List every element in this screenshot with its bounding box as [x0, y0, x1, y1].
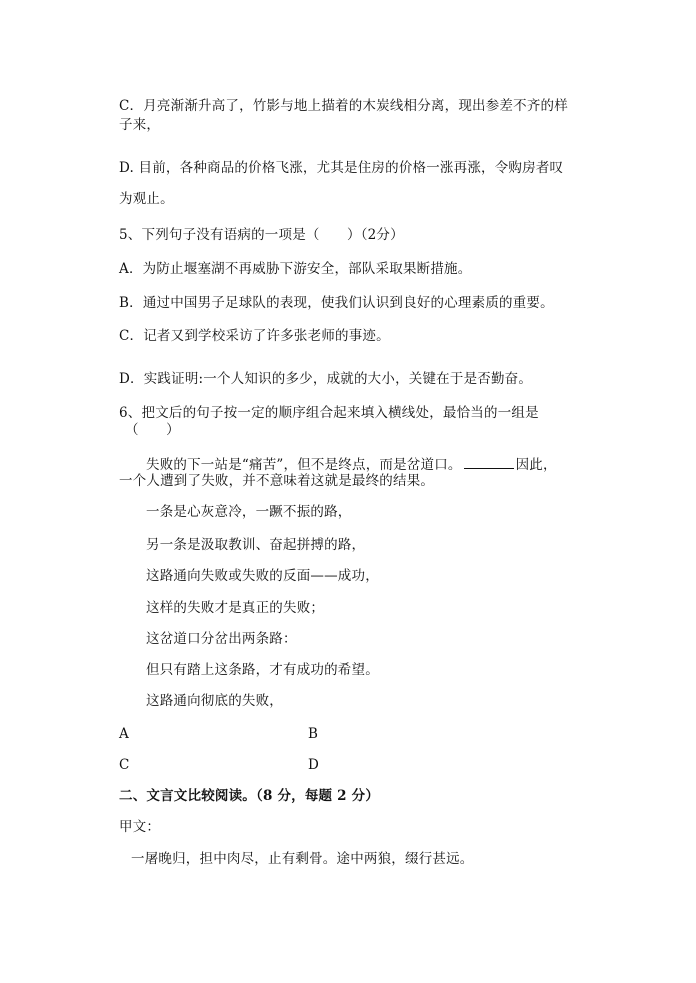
- sentence-3: 这路通向失败或失败的反面——成功，: [146, 568, 379, 584]
- sentence-2: 另一条是汲取教训、奋起拼搏的路，: [146, 537, 366, 553]
- q6-title-line1: 6、把文后的句子按一定的顺序组合起来填入横线处，最恰当的一组是: [119, 405, 539, 421]
- sentence-1: 一条是心灰意冷，一蹶不振的路，: [146, 504, 352, 520]
- passage-line1: [146, 456, 557, 473]
- q5-option-d: D．实践证明:一个人知识的多少，成就的大小，关键在于是否勤奋。: [119, 371, 533, 387]
- q6-title-line2: （ ）: [125, 422, 180, 438]
- answer-option-a: A: [119, 726, 129, 742]
- jiawen-label: 甲文：: [119, 819, 161, 835]
- sentence-7: 这路通向彻底的失败，: [146, 693, 283, 709]
- passage-line1-tail: 因此，: [515, 457, 557, 473]
- q4-option-c-line1: C．月亮渐渐升高了，竹影与地上描着的木炭线相分离，现出参差不齐的样: [119, 98, 568, 114]
- sentence-5: 这岔道口分岔出两条路：: [146, 631, 297, 647]
- answer-option-d: D: [308, 757, 319, 773]
- sentence-4: 这样的失败才是真正的失败；: [146, 600, 325, 616]
- q4-option-c-line2: 子来，: [119, 117, 161, 133]
- section-2-title: 二、文言文比较阅读。（8 分，每题 2 分）: [119, 788, 380, 804]
- jiawen-text: 一屠晚归，担中肉尽，止有剩骨。途中两狼，缀行甚远。: [131, 851, 474, 867]
- answer-option-c: C: [119, 757, 130, 773]
- q4-option-d-line2: 为观止。: [119, 191, 174, 207]
- q5-title: 5、下列句子没有语病的一项是（ ）（2分）: [119, 227, 404, 243]
- sentence-6: 但只有踏上这条路，才有成功的希望。: [146, 662, 379, 678]
- q5-option-b: B．通过中国男子足球队的表现，使我们认识到良好的心理素质的重要。: [119, 295, 554, 311]
- answer-option-b: B: [308, 726, 318, 742]
- q5-option-a: A．为防止堰塞湖不再威胁下游安全，部队采取果断措施。: [119, 261, 472, 277]
- q5-option-c: C．记者又到学校采访了许多张老师的事迹。: [119, 328, 390, 344]
- fill-blank: [464, 456, 514, 469]
- q4-option-d-line1: D. 目前，各种商品的价格飞涨，尤其是住房的价格一涨再涨，令购房者叹: [119, 160, 564, 176]
- passage-line1-text: 失败的下一站是“痛苦”，但不是终点，而是岔道口。: [146, 457, 462, 473]
- passage-line2: 一个人遭到了失败，并不意味着这就是最终的结果。: [119, 473, 435, 489]
